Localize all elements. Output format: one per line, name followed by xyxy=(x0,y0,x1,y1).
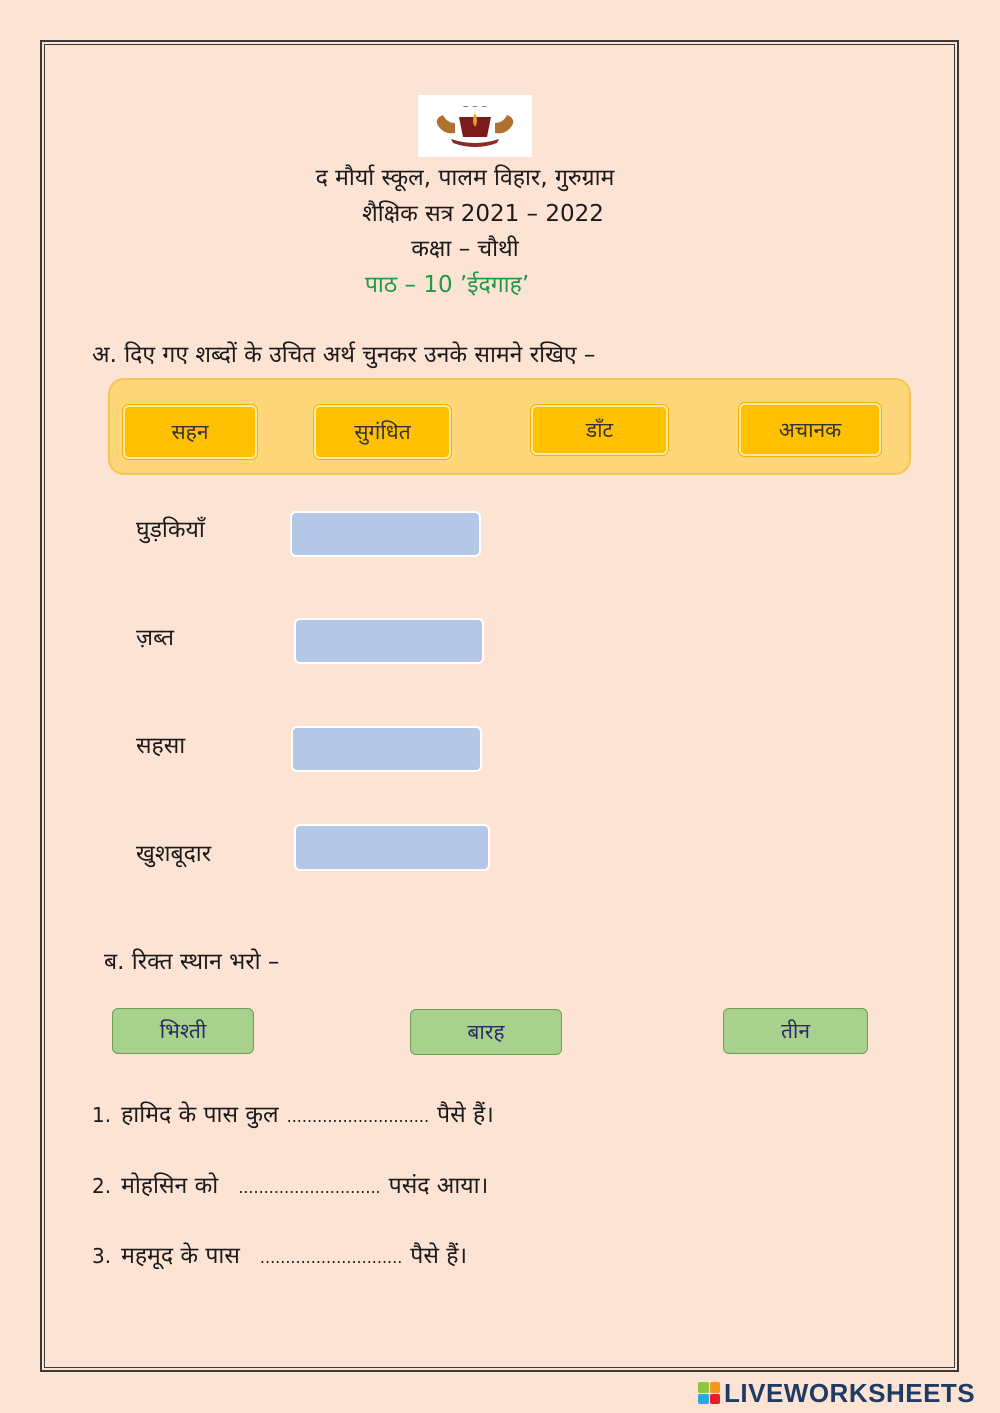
question-text-before: मोहसिन को xyxy=(121,1173,219,1199)
liveworksheets-brand xyxy=(698,1378,975,1408)
school-name: द मौर्या स्कूल, पालम विहार, गुरुग्राम xyxy=(315,165,615,191)
section-a-title: अ. दिए गए शब्दों के उचित अर्थ चुनकर उनके सामने रखिए – xyxy=(92,342,596,368)
word-chip-achanak[interactable]: अचानक xyxy=(739,403,881,456)
answer-drop-box[interactable] xyxy=(294,618,484,664)
term-ghudkiyan: घुड़कियाँ xyxy=(136,517,205,543)
answer-drop-box[interactable] xyxy=(290,511,481,557)
term-sahasa: सहसा xyxy=(136,733,186,759)
answer-drop-box[interactable] xyxy=(294,824,490,871)
option-chip-teen[interactable]: तीन xyxy=(723,1008,868,1054)
question-text-after: पैसे हैं। xyxy=(410,1243,468,1269)
question-text-before: महमूद के पास xyxy=(121,1243,240,1269)
session-line: शैक्षिक सत्र 2021 – 2022 xyxy=(362,201,604,227)
liveworksheets-logo-icon xyxy=(698,1382,720,1404)
question-text-after: पसंद आया। xyxy=(388,1173,489,1199)
school-logo xyxy=(418,95,532,157)
term-zabt: ज़ब्त xyxy=(136,625,175,651)
word-chip-daant[interactable]: डाँट xyxy=(531,405,668,455)
question-number: 3. xyxy=(92,1244,112,1268)
blank-input[interactable]: ............................ xyxy=(286,1107,430,1126)
fill-question-3 xyxy=(92,1238,467,1270)
question-number: 2. xyxy=(92,1174,112,1198)
class-line: कक्षा – चौथी xyxy=(411,236,519,262)
question-number: 1. xyxy=(92,1103,112,1127)
brand-name: LIVEWORKSHEETS xyxy=(724,1377,976,1408)
word-chip-sugandhit[interactable]: सुगंधित xyxy=(314,405,451,459)
option-chip-barah[interactable]: बारह xyxy=(410,1009,562,1055)
question-text-before: हामिद के पास कुल xyxy=(121,1102,279,1128)
lesson-title: पाठ – 10 ’ईदगाह’ xyxy=(364,272,530,298)
question-text-after: पैसे हैं। xyxy=(437,1102,494,1128)
blank-input[interactable]: ............................ xyxy=(259,1248,403,1267)
fill-question-1 xyxy=(92,1097,494,1129)
option-chip-bhishti[interactable]: भिश्ती xyxy=(112,1008,254,1054)
answer-drop-box[interactable] xyxy=(291,726,482,772)
blank-input[interactable]: ............................ xyxy=(238,1178,381,1197)
word-chip-sahan[interactable]: सहन xyxy=(123,405,257,459)
fill-question-2 xyxy=(92,1168,488,1200)
section-b-title: ब. रिक्त स्थान भरो – xyxy=(104,949,280,975)
svg-text:~ ~ ~: ~ ~ ~ xyxy=(462,102,488,111)
term-khushbudar: खुशबूदार xyxy=(136,841,212,867)
